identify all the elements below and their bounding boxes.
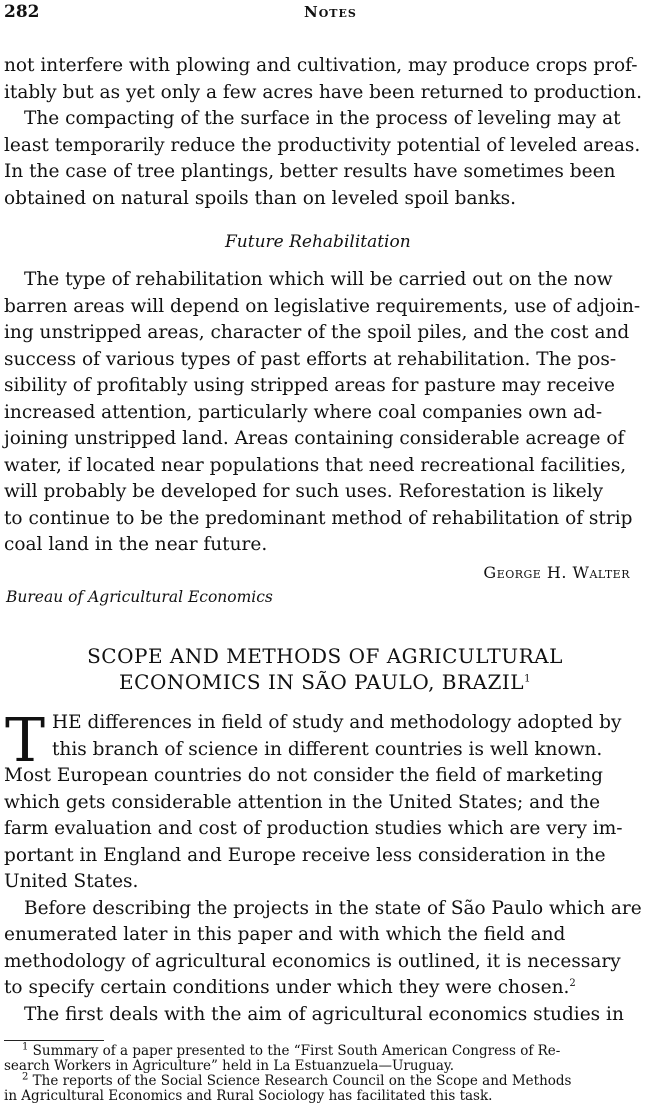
text-line: increased attention, particularly where coal companies own ad- [4, 401, 603, 423]
footnote-number: 2 [22, 1071, 29, 1083]
text-line: success of various types of past efforts at rehabilitation. The pos- [4, 348, 617, 370]
article-title-line-2 [0, 669, 650, 695]
article-title-line-1: SCOPE AND METHODS OF AGRICULTURAL [87, 644, 563, 668]
footnote-text: Summary of a paper presented to the “First South American Congress of Re- [32, 1043, 561, 1059]
text-line: In the case of tree plantings, better results have sometimes been [4, 161, 616, 182]
text-line: this branch of science in different countries is well known. [52, 738, 603, 760]
text-line: sibility of profitably using stripped areas for pasture may receive [4, 375, 616, 396]
running-title: Notes [304, 3, 357, 21]
footnotes [4, 1041, 644, 1104]
text-line-content: to specify certain conditions under which they were chosen. [4, 977, 570, 998]
article-body [4, 706, 644, 1028]
text-line: methodology of agricultural economics is outlined, it is necessary [4, 950, 621, 972]
author-affiliation: Bureau of Agricultural Economics [6, 588, 273, 606]
text-line: Before describing the projects in the state of São Paulo which are [24, 897, 642, 919]
footnote-text: The reports of the Social Science Research Council on the Scope and Methods [32, 1073, 572, 1089]
text-line: ing unstripped areas, character of the spoil piles, and the cost and [4, 322, 630, 343]
footnote-1 [4, 1041, 644, 1059]
text-line: barren areas will depend on legislative requirements, use of adjoin- [4, 295, 641, 317]
text-line [4, 975, 644, 1002]
article-title [0, 643, 650, 695]
text-line: obtained on natural spoils than on leveled spoil banks. [4, 187, 517, 209]
footnote-2-continued: in Agricultural Economics and Rural Sociology has facilitated this task. [4, 1088, 493, 1104]
text-line: not interfere with plowing and cultivation, may produce crops prof- [4, 55, 638, 76]
text-line: Most European countries do not consider the field of marketing [4, 765, 603, 786]
text-line: United States. [4, 871, 139, 892]
footnote-1-continued: search Workers in Agriculture” held in La Estuanzuela—Uruguay. [4, 1058, 455, 1074]
text-line: water, if located near populations that need recreational facilities, [4, 454, 627, 476]
footnote-number: 1 [22, 1041, 29, 1053]
text-line: HE differences in field of study and methodology adopted by [52, 712, 622, 733]
text-line: The compacting of the surface in the process of leveling may at [24, 108, 621, 129]
section-heading: Future Rehabilitation [225, 232, 411, 252]
footnote-2 [4, 1071, 644, 1089]
drop-cap: T [5, 706, 46, 776]
text-line: enumerated later in this paper and with which the field and [4, 924, 566, 945]
text-line: least temporarily reduce the productivity potential of leveled areas. [4, 134, 641, 156]
text-line: will probably be developed for such uses. Reforestation is likely [4, 481, 604, 502]
continued-paragraph [4, 53, 644, 212]
future-rehabilitation-paragraph [4, 267, 644, 559]
text-line: to continue to be the predominant method of rehabilitation of strip [4, 507, 633, 529]
text-line: The first deals with the aim of agricultural economics studies in [24, 1003, 624, 1025]
footnote-marker: 1 [524, 673, 531, 685]
text-line: farm evaluation and cost of production studies which are very im- [4, 818, 623, 839]
article-title-text: ECONOMICS IN SÃO PAULO, BRAZIL [119, 670, 525, 694]
text-line: itably but as yet only a few acres have been returned to production. [4, 81, 642, 103]
author-signature: George H. Walter [483, 563, 630, 582]
page-number: 282 [4, 2, 40, 22]
text-line: The type of rehabilitation which will be carried out on the now [24, 269, 613, 290]
running-head [4, 0, 644, 24]
footnote-marker: 2 [569, 977, 576, 989]
text-line: coal land in the near future. [4, 534, 268, 555]
text-line: joining unstripped land. Areas containing considerable acreage of [4, 428, 625, 449]
text-line: portant in England and Europe receive less consideration in the [4, 844, 606, 866]
footnote-divider [4, 1040, 104, 1041]
text-line: which gets considerable attention in the United States; and the [4, 791, 601, 813]
